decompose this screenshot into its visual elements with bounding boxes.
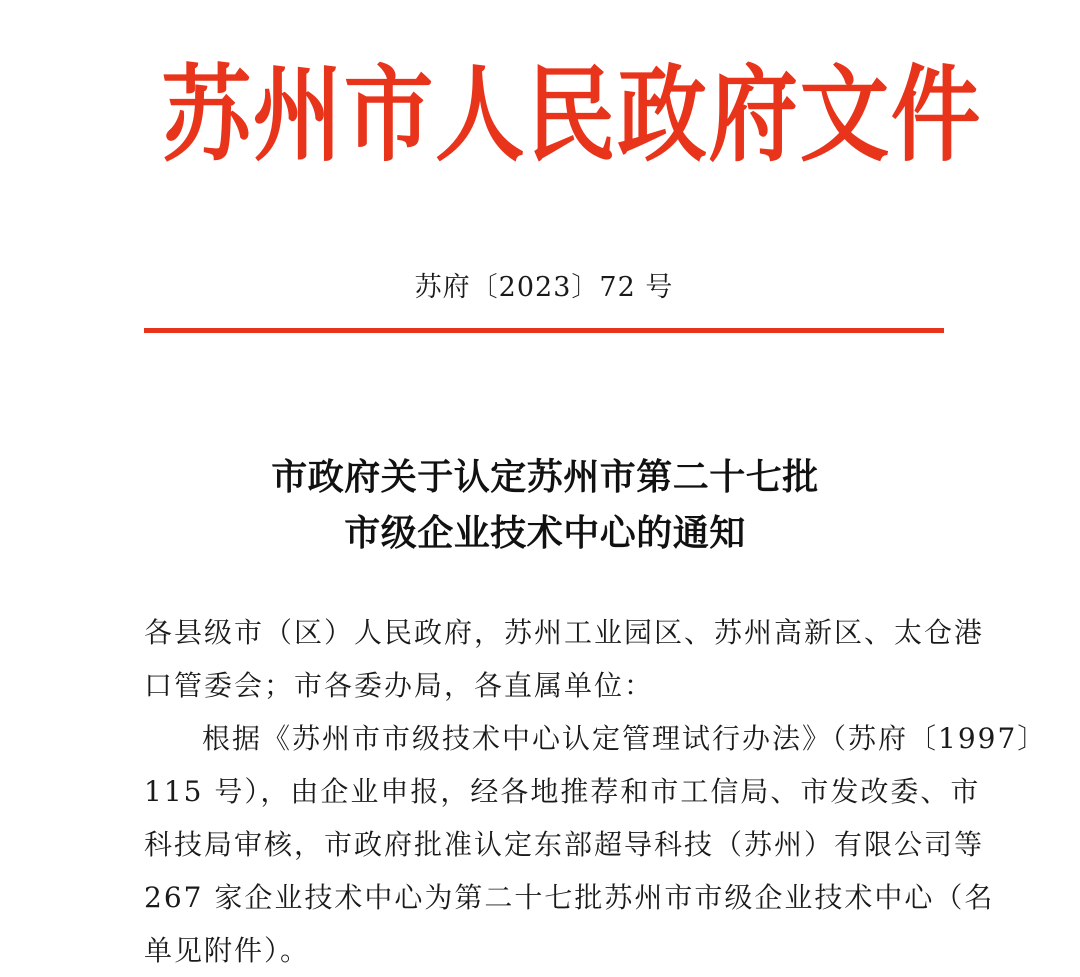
document-body bbox=[144, 606, 1048, 977]
addressee-line-1: 各县级市（区）人民政府，苏州工业园区、苏州高新区、太仓港 bbox=[144, 616, 985, 649]
document-title-line-2: 市级企业技术中心的通知 bbox=[344, 512, 746, 554]
paragraph-line-1: 根据《苏州市市级技术中心认定管理试行办法》（苏府〔1997〕 bbox=[202, 722, 1048, 755]
paragraph-line-4: 267 家企业技术中心为第二十七批苏州市市级企业技术中心（名 bbox=[144, 881, 995, 914]
document-masthead: 苏州市人民政府文件 bbox=[161, 53, 983, 176]
document-number: 苏府〔2023〕72 号 bbox=[414, 272, 674, 303]
paragraph-line-2: 115 号），由企业申报，经各地推荐和市工信局、市发改委、市 bbox=[144, 775, 981, 808]
document-title bbox=[0, 449, 1080, 561]
red-divider-line bbox=[144, 328, 944, 333]
addressee-line-2: 口管委会；市各委办局，各直属单位： bbox=[144, 669, 655, 702]
paragraph-line-5: 单见附件）。 bbox=[144, 934, 311, 967]
paragraph-line-3: 科技局审核，市政府批准认定东部超导科技（苏州）有限公司等 bbox=[144, 828, 985, 861]
document-title-line-1: 市政府关于认定苏州市第二十七批 bbox=[271, 456, 819, 498]
